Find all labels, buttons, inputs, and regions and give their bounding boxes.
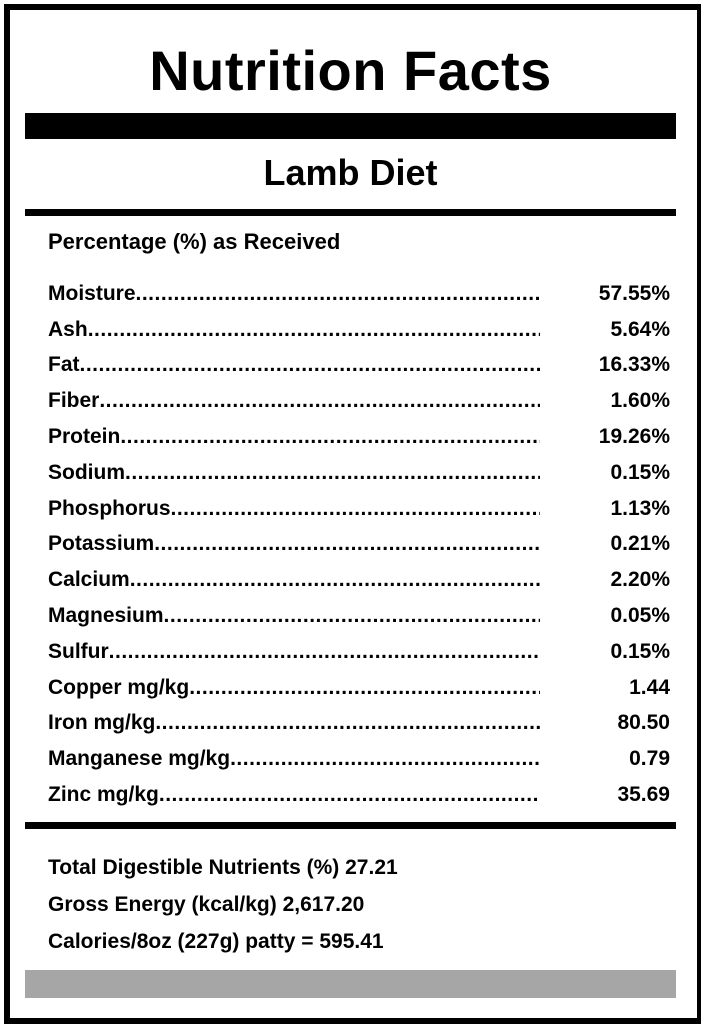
nutrient-row (48, 312, 670, 348)
leader-dots (189, 676, 540, 700)
nutrient-value: 1.44 (629, 675, 670, 699)
nutrient-label: Moisture (48, 281, 136, 305)
leader-dots (125, 461, 540, 485)
nutrient-value: 35.69 (617, 783, 670, 807)
nutrient-label: Sodium (48, 460, 125, 484)
nutrient-value: 0.05% (610, 604, 670, 628)
nutrient-value: 0.79 (629, 747, 670, 771)
label-subtitle: Lamb Diet (263, 152, 438, 193)
leader-dots (109, 640, 540, 664)
nutrient-label: Protein (48, 425, 121, 449)
nutrient-row (48, 383, 670, 419)
leader-dots (136, 282, 540, 306)
nutrient-row (48, 276, 670, 312)
nutrient-row (48, 670, 670, 706)
nutrient-value: 0.15% (610, 639, 670, 663)
nutrient-label: Manganese mg/kg (48, 747, 231, 771)
leader-dots (130, 568, 540, 592)
label-title: Nutrition Facts (149, 39, 552, 102)
nutrient-row (48, 598, 670, 634)
nutrient-label: Iron mg/kg (48, 711, 156, 735)
nutrient-row (48, 491, 670, 527)
totals-block (48, 849, 398, 960)
leader-dots (230, 747, 540, 771)
nutrient-row (48, 706, 670, 742)
leader-dots (155, 711, 540, 735)
nutrient-label: Fat (48, 353, 80, 377)
nutrient-value: 0.15% (610, 460, 670, 484)
nutrient-label: Phosphorus (48, 496, 171, 520)
nutrient-label: Zinc mg/kg (48, 783, 159, 807)
nutrient-value: 5.64% (610, 317, 670, 341)
nutrient-label: Fiber (48, 389, 100, 413)
nutrient-row (48, 455, 670, 491)
nutrient-label: Sulfur (48, 639, 109, 663)
nutrient-row (48, 562, 670, 598)
leader-dots (88, 318, 540, 342)
nutrient-value: 1.13% (610, 496, 670, 520)
nutrient-label: Calcium (48, 568, 130, 592)
leader-dots (171, 497, 540, 521)
leader-dots (80, 353, 541, 377)
nutrient-value: 1.60% (610, 389, 670, 413)
gross-energy-line: Gross Energy (kcal/kg) 2,617.20 (48, 893, 365, 916)
leader-dots (99, 389, 540, 413)
leader-dots (164, 604, 540, 628)
nutrient-row (48, 419, 670, 455)
footer-bar (25, 970, 676, 998)
thick-divider (25, 113, 676, 139)
leader-dots (120, 425, 540, 449)
nutrient-row (48, 527, 670, 563)
nutrient-label: Copper mg/kg (48, 675, 190, 699)
section-divider-top (25, 209, 676, 216)
nutrient-row (48, 634, 670, 670)
nutrient-row (48, 777, 670, 813)
leader-dots (159, 783, 540, 807)
nutrient-value: 80.50 (617, 711, 670, 735)
nutrient-label: Ash (48, 317, 88, 341)
nutrient-row (48, 741, 670, 777)
nutrient-list (48, 276, 670, 813)
nutrient-value: 19.26% (598, 425, 670, 449)
nutrient-row (48, 348, 670, 384)
nutrient-value: 0.21% (610, 532, 670, 556)
tdn-line: Total Digestible Nutrients (%) 27.21 (48, 856, 398, 879)
nutrient-value: 2.20% (610, 568, 670, 592)
section-divider-bottom (25, 822, 676, 829)
nutrient-label: Potassium (48, 532, 155, 556)
nutrient-value: 16.33% (598, 353, 670, 377)
leader-dots (154, 532, 540, 556)
nutrient-value: 57.55% (598, 281, 670, 305)
nutrient-label: Magnesium (48, 604, 164, 628)
section-heading: Percentage (%) as Received (48, 229, 341, 254)
calories-line: Calories/8oz (227g) patty = 595.41 (48, 930, 384, 953)
